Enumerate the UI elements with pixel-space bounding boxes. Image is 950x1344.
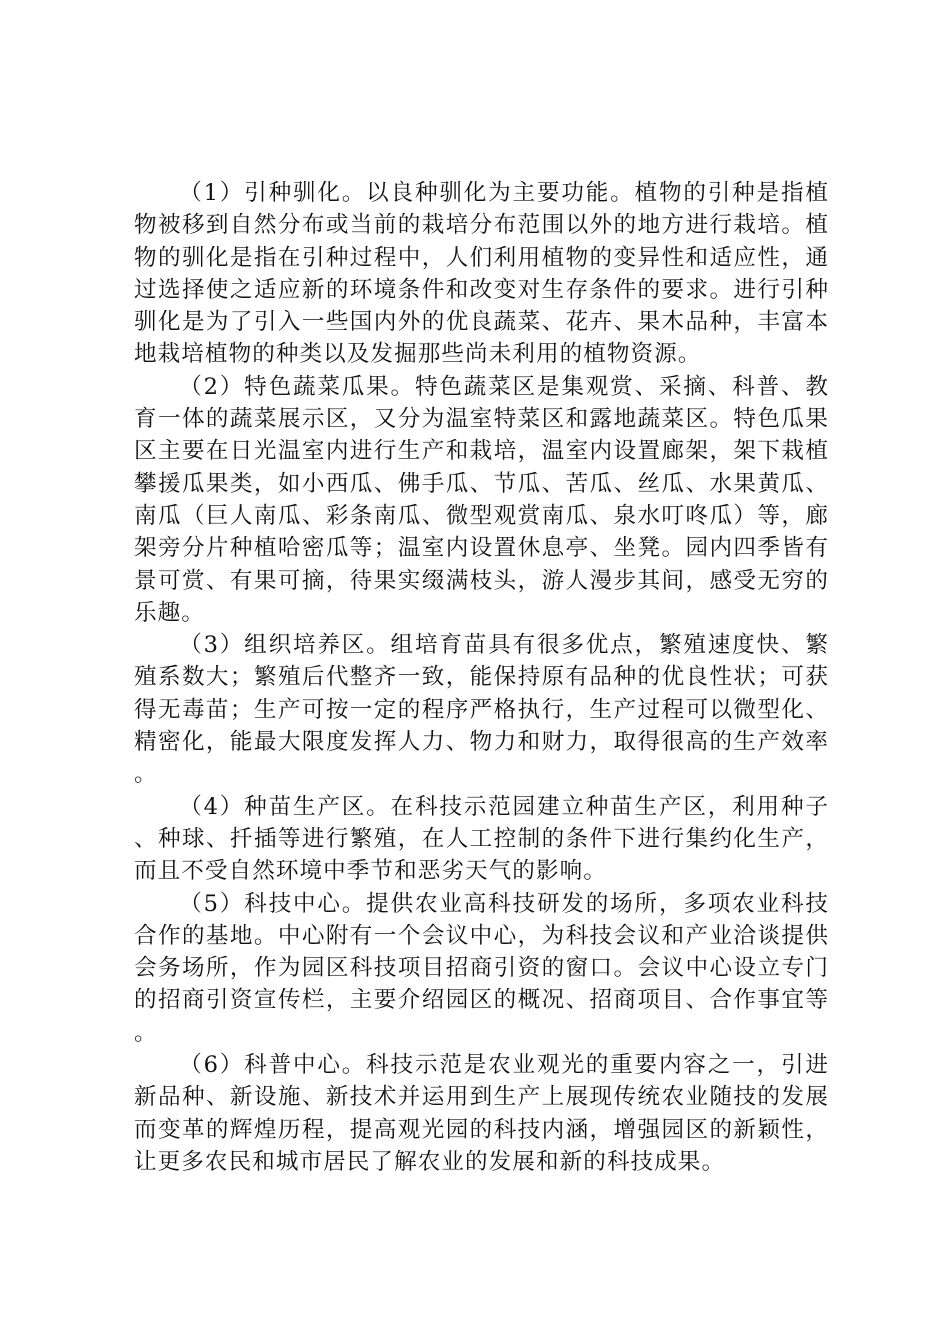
paragraph-seedling-production: （4）种苗生产区。在科技示范园建立种苗生产区，利用种子、种球、扦插等进行繁殖，在人工控制的条件下进行集约化生产，而且不受自然环境中季节和恶劣天气的影响。 xyxy=(134,793,829,885)
paragraph-tissue-culture: （3）组织培养区。组培育苗具有很多优点，繁殖速度快、繁殖系数大；繁殖后代整齐一致，能保持原有品种的优良性状；可获得无毒苗；生产可按一定的程序严格执行，生产过程可以微型化、精密化，能最大限度发挥人力、物力和财力，取得很高的生产效率。 xyxy=(134,632,829,788)
paragraph-technology-center: （5）科技中心。提供农业高科技研发的场所，多项农业科技合作的基地。中心附有一个会议中心，为科技会议和产业洽谈提供会务场所，作为园区科技项目招商引资的窗口。会议中心设立专门的招商引资宣传栏，主要介绍园区的概况、招商项目、合作事宜等。 xyxy=(134,890,829,1046)
document-body xyxy=(134,177,829,1178)
paragraph-specialty-vegetables-fruits: （2）特色蔬菜瓜果。特色蔬菜区是集观赏、采摘、科普、教育一体的蔬菜展示区，又分为温室特菜区和露地蔬菜区。特色瓜果区主要在日光温室内进行生产和栽培，温室内设置廊架，架下栽植攀援瓜果类，如小西瓜、佛手瓜、节瓜、苦瓜、丝瓜、水果黄瓜、南瓜（巨人南瓜、彩条南瓜、微型观赏南瓜、泉水叮咚瓜）等，廊架旁分片种植哈密瓜等；温室内设置休息亭、坐凳。园内四季皆有景可赏、有果可摘，待果实缀满枝头，游人漫步其间，感受无穷的乐趣。 xyxy=(134,373,829,626)
paragraph-introduction-domestication: （1）引种驯化。以良种驯化为主要功能。植物的引种是指植物被移到自然分布或当前的栽培分布范围以外的地方进行栽培。植物的驯化是指在引种过程中，人们利用植物的变异性和适应性，通过选择使之适应新的环境条件和改变对生存条件的要求。进行引种驯化是为了引入一些国内外的优良蔬菜、花卉、果木品种，丰富本地栽培植物的种类以及发掘那些尚未利用的植物资源。 xyxy=(134,180,829,368)
paragraph-science-popularization-center: （6）科普中心。科技示范是农业观光的重要内容之一，引进新品种、新设施、新技术并运用到生产上展现传统农业随技的发展而变革的辉煌历程，提高观光园的科技内涵，增强园区的新颖性，让更多农民和城市居民了解农业的发展和新的科技成果。 xyxy=(134,1052,829,1175)
